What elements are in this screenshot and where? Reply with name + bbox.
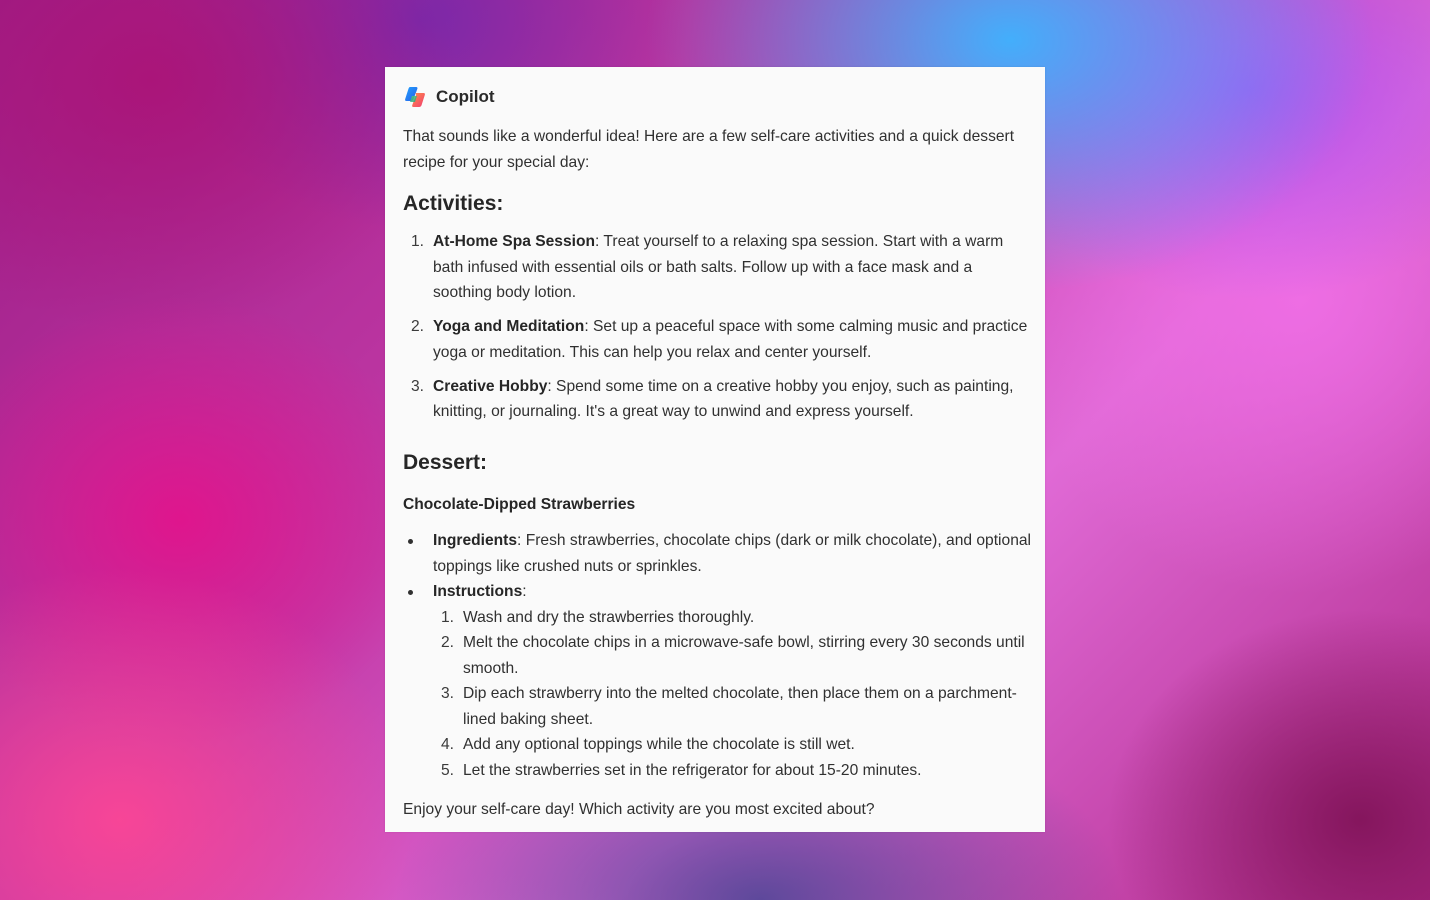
instructions-suffix: : bbox=[522, 583, 527, 600]
list-number: 2. bbox=[411, 318, 425, 335]
step-number: 3. bbox=[441, 685, 455, 702]
list-item bbox=[441, 681, 1031, 732]
bullet-icon bbox=[408, 590, 413, 595]
activities-list bbox=[403, 229, 1031, 425]
ingredients-text: : Fresh strawberries, chocolate chips (dark or milk chocolate), and optional toppings like crushed nuts or sprinkles. bbox=[433, 532, 1032, 575]
step-text: Wash and dry the strawberries thoroughly. bbox=[463, 608, 755, 626]
step-text: Let the strawberries set in the refrigerator for about 15-20 minutes. bbox=[463, 761, 922, 779]
list-item bbox=[411, 374, 1031, 425]
activity-text: : Spend some time on a creative hobby you enjoy, such as painting, knitting, or journaling. It's a great way to unwind and express yourself. bbox=[433, 377, 1014, 420]
step-text: Add any optional toppings while the chocolate is still wet. bbox=[463, 736, 855, 753]
list-item bbox=[441, 758, 1031, 784]
list-item bbox=[433, 528, 1031, 579]
recipe-bullet-list bbox=[403, 528, 1031, 783]
list-item bbox=[441, 630, 1031, 681]
copilot-logo-icon bbox=[403, 85, 427, 109]
step-text: Melt the chocolate chips in a microwave-safe bowl, stirring every 30 seconds until smooth. bbox=[463, 634, 1025, 677]
list-item bbox=[411, 314, 1031, 365]
dessert-heading: Dessert: bbox=[403, 450, 488, 474]
message-body bbox=[403, 124, 1031, 823]
closing-paragraph: Enjoy your self-care day! Which activity are you most excited about? bbox=[403, 801, 875, 818]
bullet-icon bbox=[408, 539, 413, 544]
list-item bbox=[411, 229, 1031, 306]
recipe-title: Chocolate-Dipped Strawberries bbox=[403, 495, 636, 513]
list-item bbox=[433, 579, 1031, 783]
activity-text: : Set up a peaceful space with some calming music and practice yoga or meditation. This can help you relax and center yourself. bbox=[433, 318, 1028, 361]
list-item bbox=[441, 605, 1031, 631]
step-text: Dip each strawberry into the melted chocolate, then place them on a parchment-lined baking sheet. bbox=[463, 685, 1017, 728]
activity-text: : Treat yourself to a relaxing spa session. Start with a warm bath infused with essential oils or bath salts. Follow up with a face mask and a soothing body lotion. bbox=[433, 233, 1004, 301]
copilot-brand-label: Copilot bbox=[436, 87, 495, 106]
activity-title: Creative Hobby bbox=[433, 377, 548, 395]
list-item bbox=[441, 732, 1031, 758]
instruction-steps-list bbox=[433, 605, 1031, 784]
ingredients-label: Ingredients bbox=[433, 532, 518, 549]
step-number: 2. bbox=[441, 634, 455, 651]
step-number: 1. bbox=[441, 608, 455, 626]
chat-message-card bbox=[385, 67, 1045, 832]
activity-title: Yoga and Meditation bbox=[433, 318, 585, 335]
list-number: 3. bbox=[411, 377, 425, 395]
message-header bbox=[403, 85, 495, 109]
intro-paragraph: That sounds like a wonderful idea! Here are a few self-care activities and a quick dessert recipe for your special day: bbox=[403, 128, 1015, 171]
step-number: 5. bbox=[441, 761, 455, 779]
activity-title: At-Home Spa Session bbox=[433, 233, 596, 250]
list-number: 1. bbox=[411, 233, 425, 250]
instructions-label: Instructions bbox=[433, 583, 523, 600]
activities-heading: Activities: bbox=[403, 192, 504, 215]
step-number: 4. bbox=[441, 736, 455, 753]
